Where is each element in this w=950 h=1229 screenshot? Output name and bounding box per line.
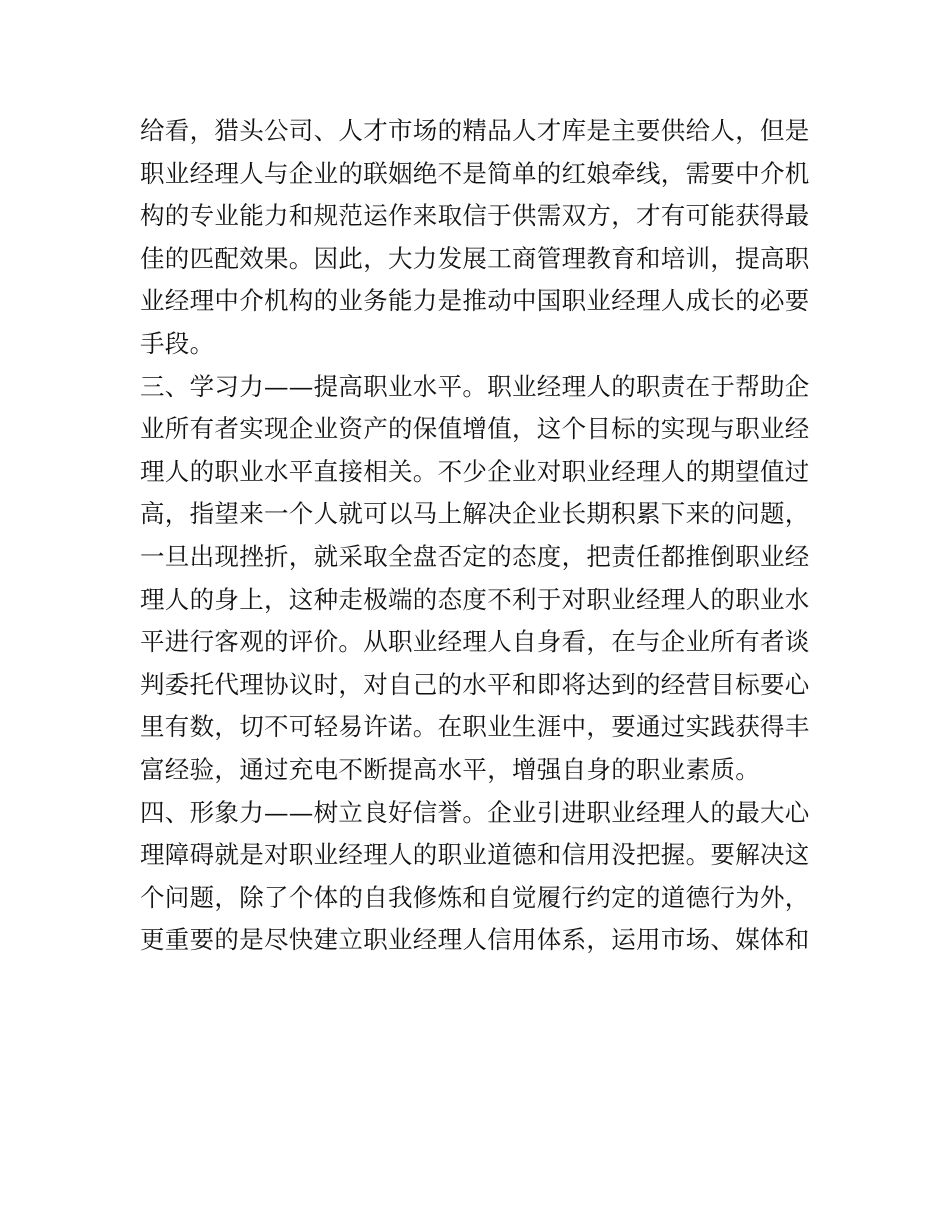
text-line: 手段。	[140, 328, 215, 358]
section-heading-line: 四、形象力——树立良好信誉。企业引进职业经理人的最大心	[140, 797, 810, 827]
text-line: 判委托代理协议时，对自己的水平和即将达到的经营目标要心	[140, 669, 810, 699]
text-line: 职业经理人与企业的联姻绝不是简单的红娘牵线，需要中介机	[140, 158, 810, 188]
text-line: 构的专业能力和规范运作来取信于供需双方，才有可能获得最	[140, 201, 810, 231]
text-line: 理人的身上，这种走极端的态度不利于对职业经理人的职业水	[140, 584, 810, 614]
text-line: 业经理中介机构的业务能力是推动中国职业经理人成长的必要	[140, 286, 810, 316]
text-line: 给看，猎头公司、人才市场的精品人才库是主要供给人，但是	[140, 116, 810, 145]
text-line: 佳的匹配效果。因此，大力发展工商管理教育和培训，提高职	[140, 243, 810, 273]
text-line: 理障碍就是对职业经理人的职业道德和信用没把握。要解决这	[140, 840, 810, 870]
text-line: 个问题，除了个体的自我修炼和自觉履行约定的道德行为外，	[140, 882, 810, 912]
text-line: 理人的职业水平直接相关。不少企业对职业经理人的期望值过	[140, 456, 810, 486]
section-heading-line: 三、学习力——提高职业水平。职业经理人的职责在于帮助企	[140, 371, 810, 401]
text-line: 里有数，切不可轻易许诺。在职业生涯中，要通过实践获得丰	[140, 712, 810, 742]
text-line: 高，指望来一个人就可以马上解决企业长期积累下来的问题，	[140, 499, 810, 529]
body-text	[140, 110, 820, 962]
text-line: 平进行客观的评价。从职业经理人自身看，在与企业所有者谈	[140, 627, 810, 657]
text-line: 业所有者实现企业资产的保值增值，这个目标的实现与职业经	[140, 414, 810, 444]
text-line: 富经验，通过充电不断提高水平，增强自身的职业素质。	[140, 754, 760, 784]
text-line: 一旦出现挫折，就采取全盘否定的态度，把责任都推倒职业经	[140, 541, 810, 571]
text-line: 更重要的是尽快建立职业经理人信用体系，运用市场、媒体和	[140, 925, 810, 955]
